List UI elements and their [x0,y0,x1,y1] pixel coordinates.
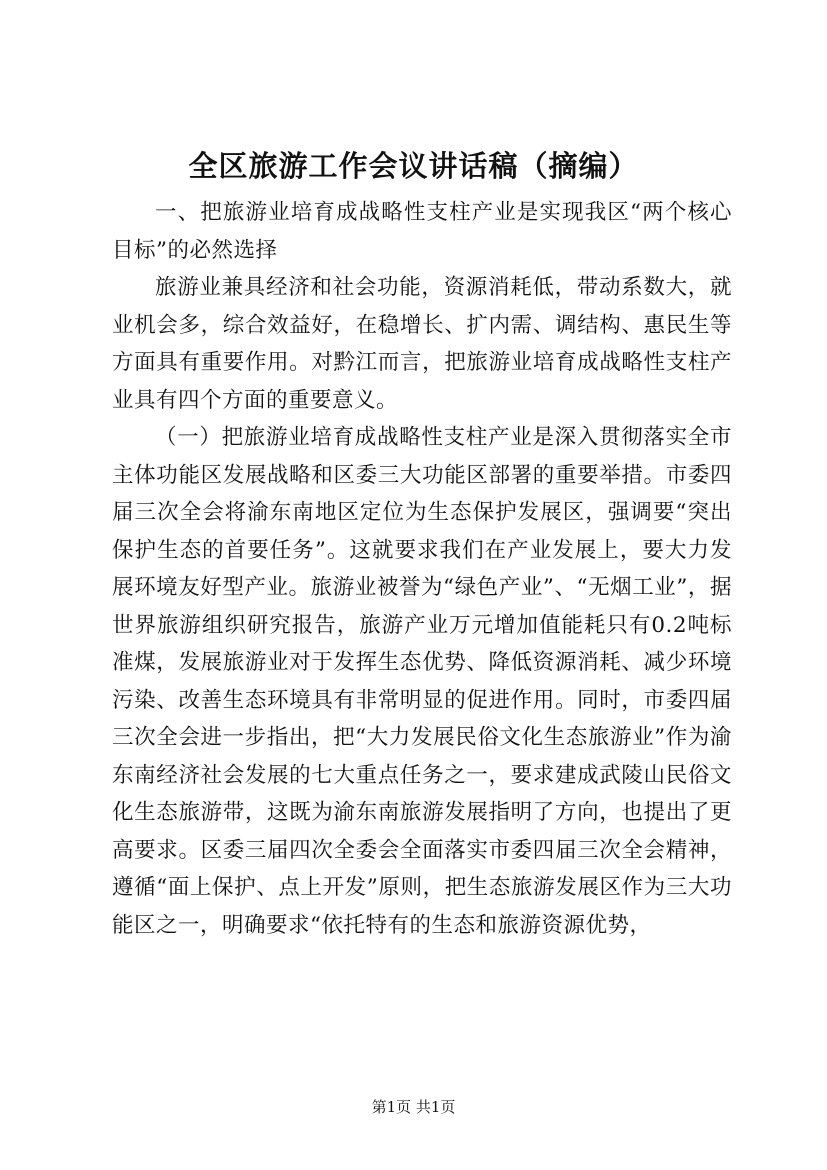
section-heading: 一、把旅游业培育成战略性支柱产业是实现我区“两个核心目标”的必然选择 [112,200,732,263]
document-body [112,194,732,944]
page-title: 全区旅游工作会议讲话稿（摘编） [188,149,639,183]
paragraph-point-one: （一）把旅游业培育成战略性支柱产业是深入贯彻落实全市主体功能区发展战略和区委三大功能区部署的重要举措。市委四届三次全会将渝东南地区定位为生态保护发展区，强调要“突出保护生态的首要任务”。这就要求我们在产业发展上，要大力发展环境友好型产业。旅游业被誉为“绿色产业”、“无烟工业”，据世界旅游组织研究报告，旅游产业万元增加值能耗只有0.2吨标准煤，发展旅游业对于发挥生态优势、降低资源消耗、减少环境污染、改善生态环境具有非常明显的促进作用。同时，市委四届三次全会进一步指出，把“大力发展民俗文化生态旅游业”作为渝东南经济社会发展的七大重点任务之一，要求建成武陵山民俗文化生态旅游带，这既为渝东南旅游发展指明了方向，也提出了更高要求。区委三届四次全委会全面落实市委四届三次全会精神，遵循“面上保护、点上开发”原则，把生态旅游发展区作为三大功能区之一，明确要求“依托特有的生态和旅游资源优势， [112,425,732,938]
paragraph-intro: 旅游业兼具经济和社会功能，资源消耗低，带动系数大，就业机会多，综合效益好，在稳增长、扩内需、调结构、惠民生等方面具有重要作用。对黔江而言，把旅游业培育成战略性支柱产业具有四个方面的重要意义。 [112,275,732,413]
page-footer: 第1页 共1页 [371,1098,456,1116]
